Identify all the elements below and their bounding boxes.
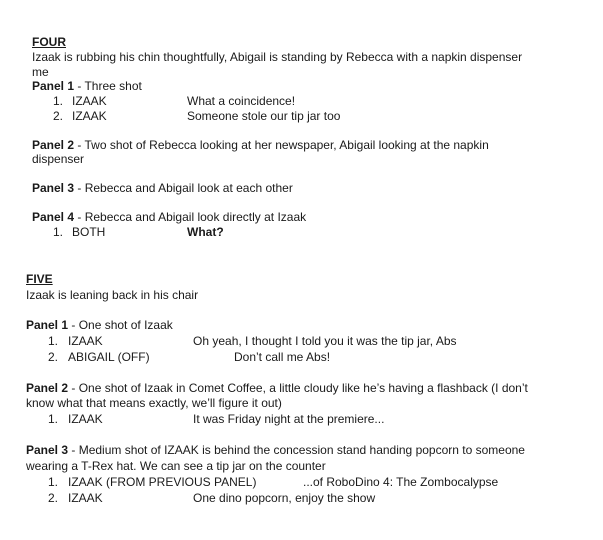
speaker: BOTH [72, 225, 106, 239]
line-number: 2. [48, 350, 59, 364]
page-four-description: Izaak is rubbing his chin thoughtfully, Abigail is standing by Rebecca with a napkin dispenser [32, 50, 523, 64]
panel-description: - Two shot of Rebecca looking at her newspaper, Abigail looking at the napkin [74, 138, 489, 152]
page-five-heading: FIVE [26, 272, 53, 286]
speaker: IZAAK [68, 334, 103, 348]
dialogue: What? [187, 225, 224, 239]
line-number: 1. [48, 475, 59, 489]
page-four-description-cont: me [32, 65, 49, 79]
line-number: 1. [53, 225, 64, 239]
line-number: 1. [48, 412, 59, 426]
dialogue: It was Friday night at the premiere... [193, 412, 385, 426]
speaker: IZAAK [72, 109, 107, 123]
p4-panel3-header [32, 181, 293, 196]
dialogue: ...of RoboDino 4: The Zombocalypse [303, 475, 499, 489]
p5-panel2-header [26, 381, 528, 396]
panel-label: Panel 4 [32, 210, 75, 224]
line-number: 1. [53, 94, 64, 108]
page-four-heading: FOUR [32, 35, 66, 49]
panel-description: - One shot of Izaak [68, 318, 173, 332]
panel-label: Panel 1 [26, 318, 69, 332]
panel-label: Panel 2 [26, 381, 69, 395]
panel-description: - Medium shot of IZAAK is behind the concession stand handing popcorn to someone [68, 443, 525, 457]
panel-description: - Rebecca and Abigail look at each other [74, 181, 293, 195]
line-number: 2. [48, 491, 59, 505]
panel-label: Panel 1 [32, 79, 75, 93]
speaker: ABIGAIL (OFF) [68, 350, 150, 364]
panel-description: - Rebecca and Abigail look directly at Izaak [74, 210, 307, 224]
dialogue: Don’t call me Abs! [234, 350, 331, 364]
panel-label: Panel 3 [26, 443, 69, 457]
line-number: 2. [53, 109, 64, 123]
page-five-description: Izaak is leaning back in his chair [26, 288, 199, 302]
p4-panel2-header [32, 138, 489, 153]
speaker: IZAAK [72, 94, 107, 108]
panel-label: Panel 2 [32, 138, 75, 152]
panel-description: - Three shot [74, 79, 142, 93]
p4-panel1-header [32, 79, 142, 94]
p5-panel3-header [26, 443, 525, 458]
p4-panel4-header [32, 210, 306, 225]
dialogue: Oh yeah, I thought I told you it was the tip jar, Abs [193, 334, 457, 348]
dialogue: What a coincidence! [187, 94, 296, 108]
panel-description-cont: wearing a T-Rex hat. We can see a tip jar on the counter [26, 459, 326, 473]
panel-description: - One shot of Izaak in Comet Coffee, a little cloudy like he’s having a flashback (I don’t [68, 381, 528, 395]
dialogue: Someone stole our tip jar too [187, 109, 341, 123]
speaker: IZAAK (FROM PREVIOUS PANEL) [68, 475, 257, 489]
panel-description-cont: dispenser [32, 152, 85, 166]
p5-panel1-header [26, 318, 173, 333]
speaker: IZAAK [68, 491, 103, 505]
speaker: IZAAK [68, 412, 103, 426]
line-number: 1. [48, 334, 59, 348]
panel-description-cont: know what that means exactly, we’ll figure it out) [26, 396, 282, 410]
dialogue: One dino popcorn, enjoy the show [193, 491, 376, 505]
panel-label: Panel 3 [32, 181, 75, 195]
